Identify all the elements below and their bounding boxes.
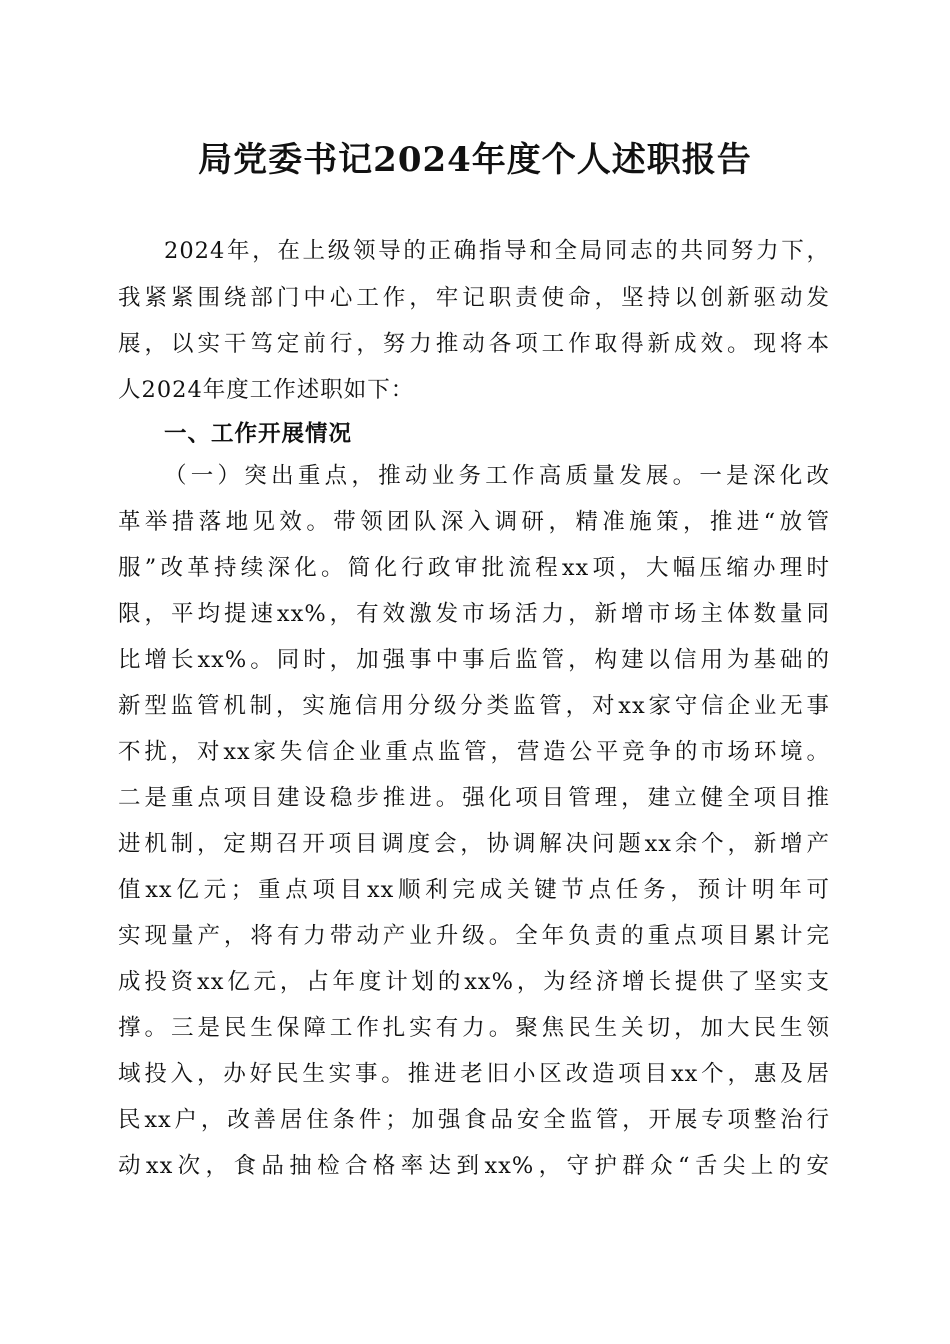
- body-line-8: 二是重点项目建设稳步推进。强化项目管理，建立健全项目推: [118, 785, 830, 811]
- body-line-15: 民xx户，改善居住条件；加强食品安全监管，开展专项整治行: [118, 1107, 830, 1133]
- intro-line-2: 我紧紧围绕部门中心工作，牢记职责使命，坚持以创新驱动发: [118, 285, 830, 311]
- section-heading: 一、工作开展情况: [164, 421, 353, 447]
- body-line-16: 动xx次，食品抽检合格率达到xx%，守护群众“舌尖上的安: [118, 1153, 830, 1179]
- body-line-2: 革举措落地见效。带领团队深入调研，精准施策，推进“放管: [118, 509, 830, 535]
- body-line-3: 服”改革持续深化。简化行政审批流程xx项，大幅压缩办理时: [118, 555, 830, 581]
- body-line-14: 域投入，办好民生实事。推进老旧小区改造项目xx个，惠及居: [118, 1061, 830, 1087]
- body-line-10: 值xx亿元；重点项目xx顺利完成关键节点任务，预计明年可: [118, 877, 830, 903]
- body-line-7: 不扰，对xx家失信企业重点监管，营造公平竞争的市场环境。: [118, 739, 830, 765]
- body-line-1: （一）突出重点，推动业务工作高质量发展。一是深化改: [164, 463, 830, 489]
- body-line-12: 成投资xx亿元，占年度计划的xx%，为经济增长提供了坚实支: [118, 969, 830, 995]
- document-title: 局党委书记2024年度个人述职报告: [198, 140, 752, 180]
- intro-line-1: 2024年，在上级领导的正确指导和全局同志的共同努力下，: [164, 238, 830, 264]
- body-line-4: 限，平均提速xx%，有效激发市场活力，新增市场主体数量同: [118, 601, 830, 627]
- intro-line-3: 展，以实干笃定前行，努力推动各项工作取得新成效。现将本: [118, 331, 830, 357]
- body-line-9: 进机制，定期召开项目调度会，协调解决问题xx余个，新增产: [118, 831, 830, 857]
- intro-line-4: 人2024年度工作述职如下：: [118, 377, 415, 403]
- body-line-13: 撑。三是民生保障工作扎实有力。聚焦民生关切，加大民生领: [118, 1015, 830, 1041]
- body-line-11: 实现量产，将有力带动产业升级。全年负责的重点项目累计完: [118, 923, 830, 949]
- body-line-6: 新型监管机制，实施信用分级分类监管，对xx家守信企业无事: [118, 693, 830, 719]
- body-line-5: 比增长xx%。同时，加强事中事后监管，构建以信用为基础的: [118, 647, 830, 673]
